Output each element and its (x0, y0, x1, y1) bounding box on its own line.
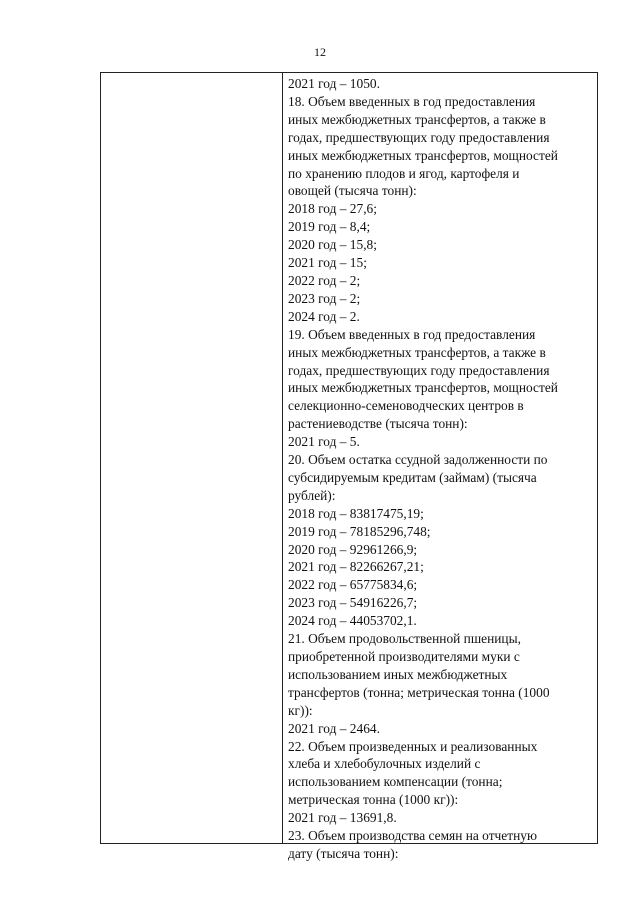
text-line: 2021 год – 13691,8. (288, 810, 397, 826)
text-line: годах, предшествующих году предоставления (288, 362, 550, 378)
text-line: 2019 год – 78185296,748; (288, 523, 431, 539)
text-line: рублей): (288, 487, 336, 503)
text-line: метрическая тонна (1000 кг)): (288, 792, 459, 808)
text-line: хлеба и хлебобулочных изделий с (288, 756, 481, 772)
column-divider (282, 73, 283, 843)
text-line: трансфертов (тонна; метрическая тонна (1000 (288, 684, 550, 700)
page-number: 12 (314, 45, 326, 59)
text-line: 2023 год – 54916226,7; (288, 595, 418, 611)
table-left-cell (101, 73, 282, 843)
text-line: 2020 год – 92961266,9; (288, 541, 418, 557)
text-line: 22. Объем произведенных и реализованных (288, 738, 538, 754)
text-line: иных межбюджетных трансфертов, мощностей (288, 147, 558, 163)
indicator-table (100, 72, 598, 861)
text-line: 2018 год – 27,6; (288, 201, 377, 217)
text-line: 2018 год – 83817475,19; (288, 505, 424, 521)
text-line: 2021 год – 82266267,21; (288, 559, 424, 575)
text-line: иных межбюджетных трансфертов, а также в (288, 344, 546, 360)
text-line: использованием компенсации (тонна; (288, 774, 503, 790)
text-line: 18. Объем введенных в год предоставления (288, 93, 536, 109)
text-line: селекционно-семеноводческих центров в (288, 398, 524, 414)
text-line: приобретенной производителями муки с (288, 649, 520, 664)
text-line: годах, предшествующих году предоставления (288, 129, 550, 145)
text-line: 2021 год – 5. (288, 434, 360, 450)
text-line: 19. Объем введенных в год предоставления (288, 326, 536, 342)
text-line: кг)): (288, 702, 313, 718)
text-line: 21. Объем продовольственной пшеницы, (288, 631, 521, 647)
text-line: 2021 год – 2464. (288, 720, 380, 736)
text-line: субсидируемым кредитам (займам) (тысяча (288, 469, 537, 485)
text-line: дату (тысяча тонн): (288, 845, 399, 861)
text-line: 2021 год – 1050. (288, 76, 380, 91)
table-right-cell (288, 75, 594, 863)
text-line: 2022 год – 65775834,6; (288, 577, 418, 593)
text-line: 2023 год – 2; (288, 290, 361, 306)
text-line: использованием иных межбюджетных (288, 666, 508, 682)
text-line: 2024 год – 2. (288, 308, 360, 324)
text-line: 2024 год – 44053702,1. (288, 613, 417, 629)
text-line: иных межбюджетных трансфертов, мощностей (288, 380, 558, 396)
text-line: овощей (тысяча тонн): (288, 183, 417, 199)
text-line: растениеводстве (тысяча тонн): (288, 416, 468, 432)
text-line: 2019 год – 8,4; (288, 219, 371, 235)
text-line: 2021 год – 15; (288, 255, 367, 271)
text-line: 2022 год – 2; (288, 272, 361, 288)
text-line: 20. Объем остатка ссудной задолженности по (288, 452, 548, 468)
text-line: 2020 год – 15,8; (288, 237, 377, 253)
text-line: по хранению плодов и ягод, картофеля и (288, 165, 520, 181)
text-line: иных межбюджетных трансфертов, а также в (288, 111, 546, 127)
text-line: 23. Объем производства семян на отчетную (288, 828, 537, 844)
